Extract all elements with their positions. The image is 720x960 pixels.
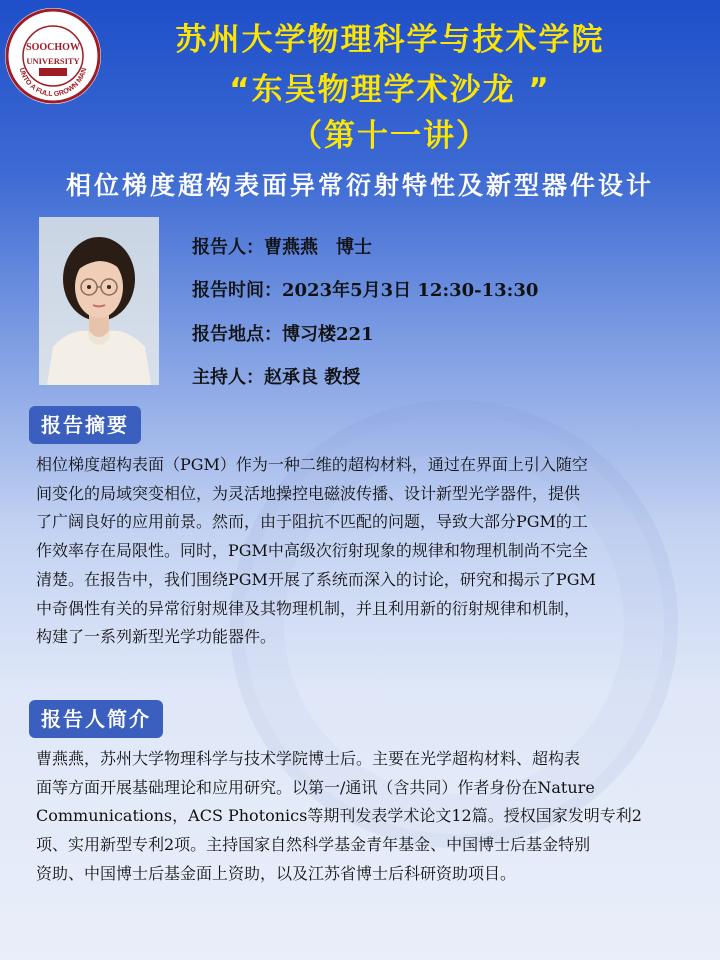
abstract-line: 了广阔良好的应用前景。然而，由于阻抗不匹配的问题，导致大部分PGM的工: [36, 512, 588, 532]
logo-motto: UNTO A FULL GROWN MAN: [17, 67, 89, 99]
bio-text: [36, 745, 686, 889]
speaker-label: 报告人：: [192, 237, 264, 258]
host-line: [192, 363, 360, 389]
abstract-line: 相位梯度超构表面（PGM）作为一种二维的超构材料，通过在界面上引入随空: [36, 455, 588, 474]
place-value: 博习楼221: [282, 324, 374, 345]
bio-heading: 报告人简介: [29, 700, 163, 738]
header-line-3: （第十一讲）: [291, 118, 489, 154]
abstract-line: 作效率存在局限性。同时，PGM中高级次衍射现象的规律和物理机制尚不完全: [36, 541, 588, 561]
abstract-line: 构建了一系列新型光学功能器件。: [36, 627, 277, 647]
speaker-value: 曹燕燕 博士: [264, 237, 372, 258]
header-line-2: “东吴物理学术沙龙 ”: [229, 72, 551, 108]
place-line: [192, 320, 374, 346]
bio-line: 曹燕燕，苏州大学物理科学与技术学院博士后。主要在光学超构材料、超构表: [36, 749, 581, 768]
time-label: 报告时间：: [192, 280, 282, 301]
abstract-line: 清楚。在报告中，我们围绕PGM开展了系统而深入的讨论，研究和揭示了PGM: [36, 569, 596, 589]
bio-line: 面等方面开展基础理论和应用研究。以第一/通讯（含共同）作者身份在Nature: [36, 777, 595, 797]
speaker-photo: [39, 217, 159, 385]
time-line: [192, 276, 538, 302]
header-line-1: 苏州大学物理科学与技术学院: [175, 22, 605, 58]
logo-text-top: SOOCHOW: [26, 42, 80, 53]
bio-line: 资助、中国博士后基金面上资助，以及江苏省博士后科研资助项目。: [36, 863, 517, 883]
abstract-heading: 报告摘要: [29, 406, 141, 444]
abstract-text: [36, 451, 686, 652]
host-label: 主持人：: [192, 367, 264, 388]
bio-line: Communications，ACS Photonics等期刊发表学术论文12篇。授权国家发明专利2: [36, 806, 642, 826]
abstract-line: 间变化的局域突变相位，为灵活地操控电磁波传播、设计新型光学器件，提供: [36, 483, 581, 503]
time-value: 2023年5月3日 12:30-13:30: [282, 280, 539, 301]
bio-line: 项、实用新型专利2项。主持国家自然科学基金青年基金、中国博士后基金特别: [36, 835, 591, 855]
soochow-university-seal-icon: [3, 6, 103, 106]
host-value: 赵承良 教授: [264, 367, 361, 388]
abstract-line: 中奇偶性有关的异常衍射规律及其物理机制，并且利用新的衍射规律和机制，: [36, 598, 581, 618]
speaker-line: [192, 233, 372, 259]
talk-title: 相位梯度超构表面异常衍射特性及新型器件设计: [65, 171, 654, 200]
place-label: 报告地点：: [192, 324, 282, 345]
logo-text-mid: UNIVERSITY: [26, 56, 80, 66]
